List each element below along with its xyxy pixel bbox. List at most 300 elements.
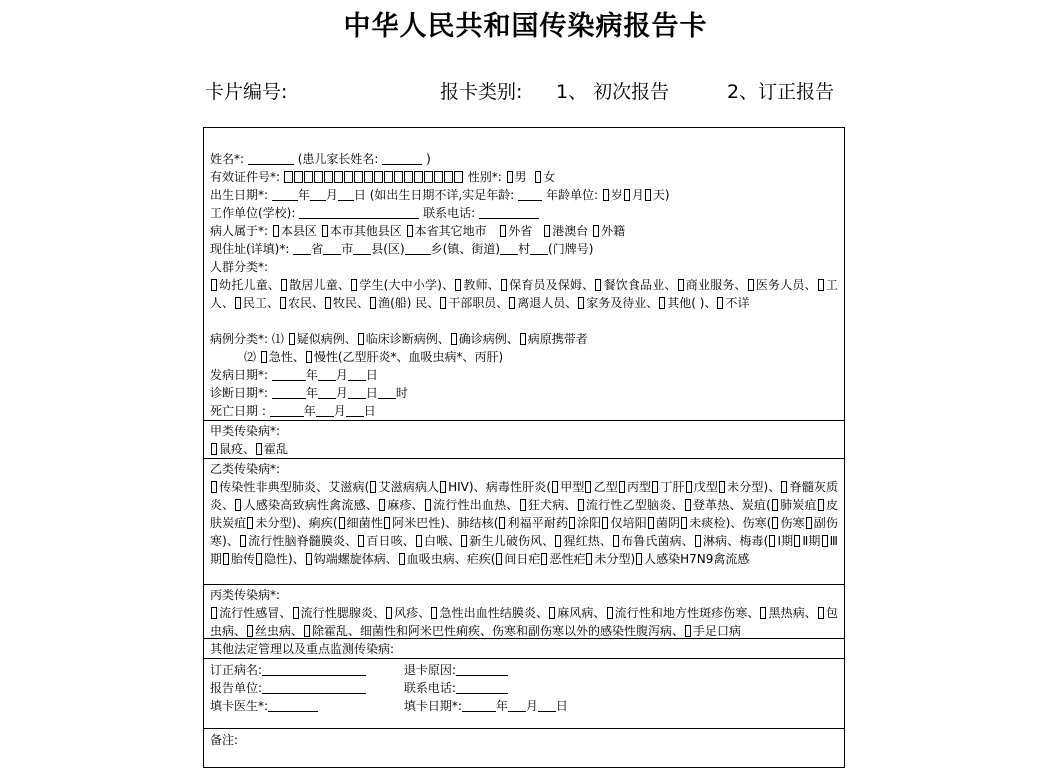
return-reason-field[interactable]: [456, 663, 508, 676]
class-b-option-label: 甲型: [560, 480, 585, 494]
class-c-label: 丙类传染病*:: [210, 588, 281, 602]
reporter-field[interactable]: [262, 681, 366, 694]
population-label: 人群分类*:: [210, 260, 269, 274]
diag-month-unit: 月: [335, 386, 348, 400]
birth-year-field[interactable]: [272, 188, 298, 201]
class-b-option-label: 丁肝: [660, 480, 685, 494]
population-option-checkbox[interactable]: [818, 279, 824, 291]
onset-day-unit: 日: [365, 368, 378, 382]
population-option-checkbox[interactable]: [235, 297, 241, 309]
county-field[interactable]: [353, 242, 371, 255]
case-acuity-option-checkbox[interactable]: [261, 351, 267, 363]
class-b-option-label: 狂犬病、: [527, 498, 577, 512]
class-b-option-label: 流行性出血热、: [432, 498, 519, 512]
class-b-option-label: 伤寒: [780, 516, 805, 530]
diag-hour-field[interactable]: [378, 386, 396, 399]
class-b-option-checkbox[interactable]: [769, 535, 775, 547]
class-b-section: [204, 458, 844, 584]
diag-year-field[interactable]: [272, 386, 306, 399]
house-unit: (门牌号): [548, 242, 594, 256]
population-option-checkbox[interactable]: [748, 279, 754, 291]
class-c-option-label: 流行性和地方性斑疹伤寒、: [614, 606, 760, 620]
class-b-option-label: 隐性)、: [264, 552, 305, 566]
name-label: 姓名*:: [210, 152, 245, 166]
population-option-label: 离退人员、: [517, 296, 578, 310]
class-b-option-checkbox[interactable]: [719, 481, 725, 493]
id-digit-box[interactable]: [314, 171, 323, 183]
village-unit: 村: [518, 242, 531, 256]
id-digit-box[interactable]: [334, 171, 343, 183]
class-b-option-checkbox[interactable]: [818, 499, 824, 511]
class-b-option-checkbox[interactable]: [686, 481, 692, 493]
onset-year-unit: 年: [305, 368, 318, 382]
diag-day-unit: 日: [365, 386, 378, 400]
population-option-label: 民工、: [243, 296, 280, 310]
belongs-3-label: 本省其它地市: [414, 224, 487, 238]
class-c-option-label: 丝虫病、: [255, 624, 304, 638]
class-a-option-checkbox[interactable]: [256, 443, 262, 455]
id-digit-box[interactable]: [454, 171, 463, 183]
class-c-option-checkbox[interactable]: [293, 607, 299, 619]
population-option-label: 学生(大中小学)、: [359, 278, 455, 292]
class-b-option-label: 白喉、: [423, 534, 461, 548]
class-b-option-checkbox[interactable]: [685, 499, 691, 511]
death-day-field[interactable]: [346, 404, 364, 417]
belongs-5-label: 港澳台: [552, 224, 589, 238]
village-field[interactable]: [500, 242, 518, 255]
class-b-option-label: 未痰检)、伤寒(: [689, 516, 772, 530]
class-c-option-checkbox[interactable]: [685, 625, 691, 637]
population-option-label: 保育员及保姆、: [508, 278, 595, 292]
belongs-2-checkbox[interactable]: [322, 225, 328, 237]
year-unit: 年: [297, 188, 310, 202]
county-unit: 县(区): [371, 242, 405, 256]
class-b-option-label: Ⅲ期: [210, 534, 838, 566]
class-b-option-checkbox[interactable]: [794, 535, 800, 547]
belongs-6-checkbox[interactable]: [593, 225, 599, 237]
doctor-field[interactable]: [268, 699, 318, 712]
report-category-label: 报卡类别:: [440, 81, 523, 103]
case-type-option-checkbox[interactable]: [358, 333, 364, 345]
class-b-option-label: 猩红热、: [563, 534, 613, 548]
belongs-4-checkbox[interactable]: [500, 225, 506, 237]
class-b-option-checkbox[interactable]: [379, 499, 385, 511]
name-field[interactable]: [248, 152, 294, 165]
class-b-option-checkbox[interactable]: [578, 499, 584, 511]
class-b-option-checkbox[interactable]: [569, 517, 575, 529]
age-field[interactable]: [518, 188, 542, 201]
class-b-option-checkbox[interactable]: [555, 535, 561, 547]
class-a-options: [210, 440, 838, 458]
onset-month-unit: 月: [335, 368, 348, 382]
belongs-5-checkbox[interactable]: [544, 225, 550, 237]
age-yue-checkbox[interactable]: [624, 189, 630, 201]
class-b-option-label: 间日疟: [504, 552, 541, 566]
class-b-option-checkbox[interactable]: [552, 481, 558, 493]
class-b-option-checkbox[interactable]: [247, 517, 253, 529]
sui-label: 岁: [610, 188, 623, 202]
birth-month-field[interactable]: [310, 188, 326, 201]
class-c-options: [210, 604, 838, 640]
onset-year-field[interactable]: [272, 368, 306, 381]
case-type-option-label: 确诊病例、: [458, 332, 519, 346]
revised-name-field[interactable]: [262, 663, 366, 676]
class-b-option-checkbox[interactable]: [240, 535, 246, 547]
remarks-label: 备注:: [210, 733, 239, 747]
fill-month-field[interactable]: [508, 699, 526, 712]
id-digit-box[interactable]: [344, 171, 353, 183]
class-b-option-label: 淋病、梅毒(: [702, 534, 769, 548]
footer-phone-label: 联系电话:: [403, 681, 456, 695]
id-digit-box[interactable]: [404, 171, 413, 183]
remarks-section: [204, 728, 844, 767]
case-type-p1-options: [288, 332, 588, 346]
population-options: [210, 276, 838, 330]
class-b-option-label: 人感染高致病性禽流感、: [243, 498, 379, 512]
class-b-option-checkbox[interactable]: [652, 481, 658, 493]
case-type-p1: ⑴: [271, 332, 284, 346]
class-b-option-checkbox[interactable]: [585, 481, 591, 493]
class-b-option-checkbox[interactable]: [399, 553, 405, 565]
class-b-option-checkbox[interactable]: [781, 481, 787, 493]
city-field[interactable]: [323, 242, 341, 255]
case-type-label: 病例分类*:: [210, 332, 269, 346]
id-digit-box[interactable]: [324, 171, 333, 183]
class-b-option-checkbox[interactable]: [822, 535, 828, 547]
class-b-option-label: 菌阴: [655, 516, 681, 530]
class-b-option-label: Ⅰ期: [777, 534, 794, 548]
class-b-option-label: 未分型)、痢疾(: [255, 516, 338, 530]
id-digit-box[interactable]: [304, 171, 313, 183]
parent-name-field[interactable]: [382, 152, 422, 165]
class-b-option-checkbox[interactable]: [806, 517, 812, 529]
class-a-section: [204, 420, 844, 458]
class-b-option-label: 涂阳: [577, 516, 602, 530]
class-b-option-checkbox[interactable]: [358, 535, 364, 547]
id-digit-box[interactable]: [424, 171, 433, 183]
revised-name-label: 订正病名:: [210, 663, 263, 677]
population-option-checkbox[interactable]: [440, 297, 446, 309]
doctor-label: 填卡医生*:: [210, 699, 269, 713]
diag-year-unit: 年: [305, 386, 318, 400]
population-option-label: 其他( )、: [667, 296, 717, 310]
phone-label: 联系电话:: [423, 206, 476, 220]
death-month-unit: 月: [333, 404, 346, 418]
population-option-label: 干部职员、: [448, 296, 509, 310]
class-b-option-checkbox[interactable]: [772, 499, 778, 511]
return-reason-label: 退卡原因:: [403, 663, 456, 677]
age-sui-checkbox[interactable]: [603, 189, 609, 201]
town-field[interactable]: [405, 242, 431, 255]
death-month-field[interactable]: [316, 404, 334, 417]
class-b-option-label: 皮肤炭疽: [210, 498, 838, 530]
work-field[interactable]: [299, 206, 419, 219]
footer-phone-field[interactable]: [456, 681, 508, 694]
class-b-option-checkbox[interactable]: [384, 517, 390, 529]
class-b-option-label: 未分型)、: [727, 480, 781, 494]
belongs-2-label: 本市其他县区: [329, 224, 402, 238]
class-a-option-label: 鼠疫、: [219, 442, 256, 456]
class-c-option-checkbox[interactable]: [760, 607, 766, 619]
death-year-field[interactable]: [270, 404, 304, 417]
case-acuity-option-label: 慢性(乙型肝炎*、血吸虫病*、丙肝): [313, 350, 504, 364]
population-option-checkbox[interactable]: [659, 297, 665, 309]
class-b-option-label: HIV)、病毒性肝炎(: [448, 480, 552, 494]
population-option-checkbox[interactable]: [325, 297, 331, 309]
class-b-option-label: 流行性脑脊髓膜炎、: [248, 534, 358, 548]
class-b-option-label: Ⅱ期: [802, 534, 821, 548]
death-date-label: 死亡日期 :: [210, 404, 266, 418]
class-b-option-label: 流行性乙型脑炎、: [585, 498, 684, 512]
class-b-option-label: 脊髓灰质炎、: [210, 480, 838, 512]
class-c-option-label: 流行性腮腺炎、: [300, 606, 386, 620]
class-c-option-label: 风疹、: [394, 606, 431, 620]
paren-close: ): [426, 152, 431, 166]
class-b-option-label: 胎传: [231, 552, 256, 566]
id-digit-box[interactable]: [374, 171, 383, 183]
class-b-option-label: 传染性非典型肺炎、艾滋病(: [219, 480, 370, 494]
population-option-label: 医务人员、: [755, 278, 817, 292]
death-year-unit: 年: [303, 404, 316, 418]
death-day-unit: 日: [363, 404, 376, 418]
fill-month-unit: 月: [525, 699, 538, 713]
birth-note: (如出生日期不详,实足年龄:: [369, 188, 515, 202]
population-option-checkbox[interactable]: [717, 297, 723, 309]
id-digit-box[interactable]: [354, 171, 363, 183]
class-b-option-checkbox[interactable]: [602, 517, 608, 529]
class-c-option-checkbox[interactable]: [818, 607, 824, 619]
class-c-section: [204, 584, 844, 638]
id-number-boxes[interactable]: [284, 170, 464, 184]
id-label: 有效证件号*:: [210, 170, 281, 184]
province-field[interactable]: [293, 242, 311, 255]
class-b-option-checkbox[interactable]: [370, 481, 376, 493]
class-b-option-label: 人感染H7N9禽流感: [644, 552, 750, 566]
population-option-checkbox[interactable]: [455, 279, 461, 291]
class-b-option-label: 肺炭疽: [779, 498, 817, 512]
tian-label: 天): [652, 188, 670, 202]
population-option-label: 幼托儿童、: [219, 278, 281, 292]
case-type-option-label: 病原携带者: [527, 332, 588, 346]
class-b-option-label: 乙型: [593, 480, 618, 494]
class-b-option-checkbox[interactable]: [211, 481, 217, 493]
id-digit-box[interactable]: [384, 171, 393, 183]
class-b-option-label: 恶性疟: [549, 552, 586, 566]
population-option-label: 教师、: [463, 278, 500, 292]
fill-day-field[interactable]: [538, 699, 556, 712]
address-label: 现住址(详填)*:: [210, 242, 290, 256]
population-option-label: 不详: [725, 296, 750, 310]
population-option-checkbox[interactable]: [501, 279, 507, 291]
day-unit: 日: [353, 188, 366, 202]
class-c-option-checkbox[interactable]: [431, 607, 437, 619]
phone-field[interactable]: [479, 206, 539, 219]
class-b-options: [210, 478, 838, 568]
parent-name-label: (患儿家长姓名:: [297, 152, 379, 166]
class-b-option-checkbox[interactable]: [339, 517, 345, 529]
province-unit: 省: [311, 242, 324, 256]
population-option-label: 牧民、: [333, 296, 370, 310]
class-b-option-label: 麻疹、: [387, 498, 424, 512]
class-c-option-label: 手足口病: [693, 624, 742, 638]
class-c-option-label: 急性出血性结膜炎、: [439, 606, 549, 620]
class-b-option-checkbox[interactable]: [619, 481, 625, 493]
population-option-checkbox[interactable]: [509, 297, 515, 309]
diag-day-field[interactable]: [348, 386, 366, 399]
population-option-checkbox[interactable]: [351, 279, 357, 291]
diag-hour-unit: 时: [395, 386, 408, 400]
class-b-option-label: 利福平耐药: [507, 516, 569, 530]
class-a-label: 甲类传染病*:: [210, 424, 281, 438]
fill-year-field[interactable]: [462, 699, 496, 712]
class-c-option-checkbox[interactable]: [386, 607, 392, 619]
reporter-label: 报告单位:: [210, 681, 263, 695]
class-b-option-checkbox[interactable]: [586, 553, 592, 565]
house-field[interactable]: [530, 242, 548, 255]
male-checkbox[interactable]: [507, 171, 513, 183]
onset-month-field[interactable]: [318, 368, 336, 381]
belongs-4-label: 外省: [508, 224, 533, 238]
class-b-option-checkbox[interactable]: [520, 499, 526, 511]
population-option-checkbox[interactable]: [595, 279, 601, 291]
population-option-checkbox[interactable]: [280, 297, 286, 309]
belongs-1-checkbox[interactable]: [273, 225, 279, 237]
class-b-option-checkbox[interactable]: [306, 553, 312, 565]
class-c-option-checkbox[interactable]: [304, 625, 310, 637]
fill-year-unit: 年: [495, 699, 508, 713]
class-b-option-checkbox[interactable]: [695, 535, 701, 547]
class-b-option-checkbox[interactable]: [256, 553, 262, 565]
population-option-checkbox[interactable]: [370, 297, 376, 309]
initial-report-option[interactable]: 1、 初次报告: [556, 81, 670, 103]
class-b-option-label: 细菌性: [346, 516, 383, 530]
card-number-label: 卡片编号:: [205, 81, 288, 103]
fill-day-unit: 日: [555, 699, 568, 713]
class-c-option-checkbox[interactable]: [211, 607, 217, 619]
class-c-option-checkbox[interactable]: [607, 607, 613, 619]
population-option-label: 渔(船) 民、: [378, 296, 440, 310]
population-option-checkbox[interactable]: [578, 297, 584, 309]
class-b-option-label: 阿米巴性)、肺结核(: [391, 516, 499, 530]
id-digit-box[interactable]: [444, 171, 453, 183]
class-b-option-checkbox[interactable]: [499, 517, 505, 529]
personal-info-section: [204, 128, 844, 420]
work-label: 工作单位(学校):: [210, 206, 296, 220]
class-b-label: 乙类传染病*:: [210, 462, 281, 476]
population-option-label: 农民、: [288, 296, 325, 310]
other-label: 其他法定管理以及重点监测传染病:: [210, 642, 395, 656]
case-type-option-label: 疑似病例、: [296, 332, 357, 346]
class-b-option-checkbox[interactable]: [223, 553, 229, 565]
population-option-checkbox[interactable]: [211, 279, 217, 291]
other-section: [204, 638, 844, 658]
belongs-6-label: 外籍: [601, 224, 626, 238]
onset-day-field[interactable]: [348, 368, 366, 381]
case-acuity-option-label: 急性、: [268, 350, 305, 364]
class-b-option-label: 血吸虫病、疟疾(: [406, 552, 496, 566]
population-option-checkbox[interactable]: [678, 279, 684, 291]
class-b-option-checkbox[interactable]: [416, 535, 422, 547]
class-a-option-label: 霍乱: [264, 442, 289, 456]
footer-section: [204, 658, 844, 728]
age-unit-label: 年龄单位:: [545, 188, 598, 202]
class-b-option-checkbox[interactable]: [235, 499, 241, 511]
case-type-option-checkbox[interactable]: [451, 333, 457, 345]
population-option-label: 散居儿童、: [289, 278, 351, 292]
diagnosis-date-label: 诊断日期*:: [210, 386, 269, 400]
belongs-1-label: 本县区: [280, 224, 317, 238]
class-b-option-label: 新生儿破伤风、: [469, 534, 555, 548]
id-digit-box[interactable]: [364, 171, 373, 183]
case-type-option-label: 临床诊断病例、: [365, 332, 450, 346]
female-label: 女: [543, 170, 556, 184]
town-unit: 乡(镇、街道): [430, 242, 501, 256]
case-acuity-option-checkbox[interactable]: [306, 351, 312, 363]
diag-month-field[interactable]: [318, 386, 336, 399]
class-c-option-label: 除霍乱、细菌性和阿米巴性痢疾、伤寒和副伤寒以外的感染性腹泻病、: [312, 624, 685, 638]
class-c-option-label: 麻风病、: [557, 606, 606, 620]
class-b-option-label: 百日咳、: [366, 534, 415, 548]
id-digit-box[interactable]: [434, 171, 443, 183]
id-digit-box[interactable]: [284, 171, 293, 183]
class-b-option-checkbox[interactable]: [636, 553, 642, 565]
page-title: 中华人民共和国传染病报告卡: [343, 11, 708, 42]
case-type-option-checkbox[interactable]: [289, 333, 295, 345]
class-b-option-checkbox[interactable]: [496, 553, 502, 565]
class-a-option-checkbox[interactable]: [211, 443, 217, 455]
class-b-option-checkbox[interactable]: [648, 517, 654, 529]
report-card: [203, 127, 845, 768]
class-b-option-label: 钩端螺旋体病、: [313, 552, 398, 566]
yue-label: 月: [631, 188, 644, 202]
onset-date-label: 发病日期*:: [210, 368, 269, 382]
id-digit-box[interactable]: [394, 171, 403, 183]
belongs-3-checkbox[interactable]: [407, 225, 413, 237]
class-b-option-label: 副伤寒)、: [210, 516, 838, 548]
id-digit-box[interactable]: [294, 171, 303, 183]
class-b-option-checkbox[interactable]: [440, 481, 446, 493]
revised-report-option[interactable]: 2、订正报告: [727, 81, 835, 103]
class-b-option-label: 丙型: [626, 480, 652, 494]
city-unit: 市: [341, 242, 354, 256]
case-type-p2: ⑵: [244, 350, 257, 364]
class-b-option-label: 布鲁氏菌病、: [621, 534, 694, 548]
class-b-option-checkbox[interactable]: [681, 517, 687, 529]
class-c-option-checkbox[interactable]: [247, 625, 253, 637]
fill-date-label: 填卡日期*:: [403, 699, 462, 713]
birth-label: 出生日期*:: [210, 188, 269, 202]
class-b-option-checkbox[interactable]: [541, 553, 547, 565]
population-option-label: 商业服务、: [685, 278, 747, 292]
class-b-option-label: 登革热、炭疽(: [692, 498, 771, 512]
age-tian-checkbox[interactable]: [645, 189, 651, 201]
class-c-option-label: 黑热病、: [768, 606, 817, 620]
class-b-option-label: 艾滋病病人: [378, 480, 440, 494]
birth-day-field[interactable]: [338, 188, 354, 201]
population-option-checkbox[interactable]: [281, 279, 287, 291]
class-b-option-label: 未分型): [594, 552, 636, 566]
class-b-option-checkbox[interactable]: [613, 535, 619, 547]
class-c-option-checkbox[interactable]: [549, 607, 555, 619]
female-checkbox[interactable]: [535, 171, 541, 183]
class-b-option-label: 仅培阳: [610, 516, 647, 530]
class-b-option-checkbox[interactable]: [425, 499, 431, 511]
class-b-option-checkbox[interactable]: [772, 517, 778, 529]
case-type-option-checkbox[interactable]: [520, 333, 526, 345]
id-digit-box[interactable]: [414, 171, 423, 183]
class-b-option-checkbox[interactable]: [461, 535, 467, 547]
population-option-label: 工人、: [210, 278, 838, 310]
